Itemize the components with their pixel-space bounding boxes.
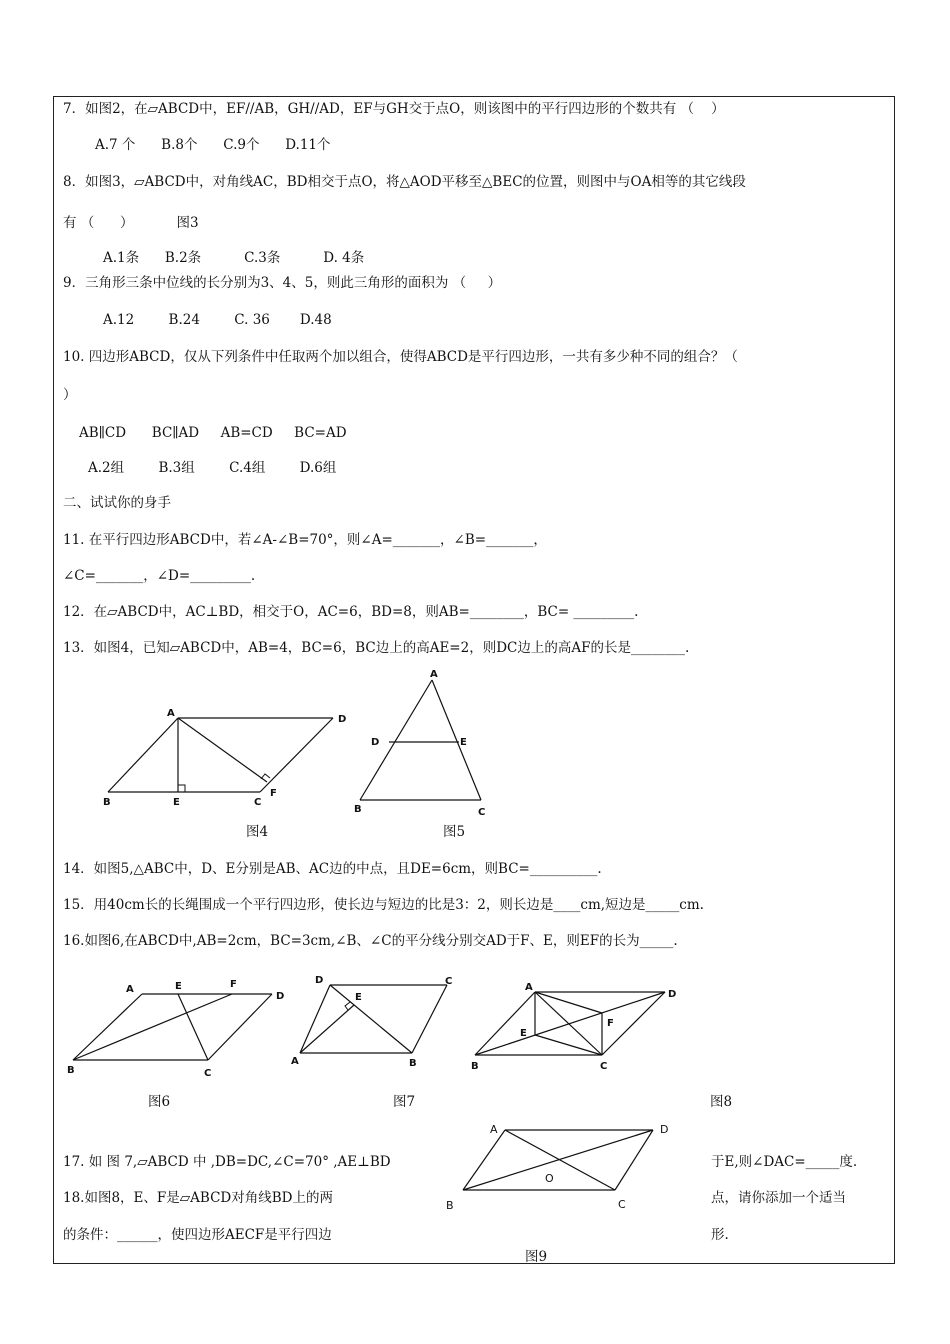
fig6-label-a: A — [126, 984, 134, 995]
fig4-label-c: C — [254, 797, 262, 808]
figure-7 — [285, 970, 460, 1070]
fig4-label-e: E — [173, 797, 180, 808]
question-9: 9．三角形三条中位线的长分别为3、4、5，则此三角形的面积为 （ ） — [63, 275, 502, 291]
question-10-conditions: AB∥CD BC∥AD AB=CD BC=AD — [79, 425, 347, 441]
fig9-label-d: D — [660, 1123, 669, 1136]
fig6-label-f: F — [230, 979, 237, 990]
question-9-options: A.12 B.24 C. 36 D.48 — [103, 312, 332, 328]
fig5-label-e: E — [460, 737, 467, 748]
question-7: 7．如图2，在▱ABCD中，EF//AB，GH//AD，EF与GH交于点O，则该图中的平行四边形的个数共有 （ ） — [63, 101, 725, 117]
fig7-label-e: E — [355, 992, 362, 1003]
question-8-options: A.1条 B.2条 C.3条 D. 4条 — [103, 250, 365, 266]
fig9-label-b: B — [446, 1199, 454, 1212]
section-heading: 二、试试你的身手 — [63, 495, 171, 511]
fig4-label-b: B — [103, 797, 111, 808]
question-18-line3: 的条件：______，使四边形AECF是平行四边 — [63, 1227, 332, 1243]
fig5-label-a: A — [430, 669, 438, 680]
fig9-label-o: O — [545, 1172, 554, 1185]
fig6-label-d: D — [276, 991, 285, 1002]
fig5-label-c: C — [478, 807, 486, 818]
fig7-label-d: D — [315, 975, 324, 986]
fig6-label-b: B — [67, 1065, 75, 1076]
question-18-line4: 形. — [711, 1227, 729, 1243]
question-15: 15．用40cm长的长绳围成一个平行四边形，使长边与短边的比是3：2，则长边是____cm,短边是_____cm. — [63, 897, 704, 913]
question-14: 14．如图5,△ABC中，D、E分别是AB、AC边的中点，且DE=6cm，则BC=__________. — [63, 861, 602, 877]
figure-5-caption: 图5 — [443, 824, 466, 840]
question-18-line1: 18.如图8，E、F是▱ABCD对角线BD上的两 — [63, 1190, 333, 1206]
figure-9 — [440, 1115, 675, 1220]
question-18-line2: 点，请你添加一个适当 — [711, 1190, 846, 1206]
fig4-label-d: D — [338, 714, 347, 725]
fig8-label-b: B — [471, 1061, 479, 1072]
fig8-label-c: C — [600, 1061, 608, 1072]
question-11-line2: ∠C=_______，∠D=_________. — [63, 568, 256, 584]
fig8-label-a: A — [525, 982, 533, 993]
fig5-label-b: B — [354, 804, 362, 815]
figure-5 — [345, 665, 495, 820]
figure-6 — [60, 975, 295, 1080]
question-11-line1: 11. 在平行四边形ABCD中，若∠A-∠B=70°，则∠A=_______，∠B=_______， — [63, 532, 547, 548]
figure-6-caption: 图6 — [148, 1094, 171, 1110]
question-17-line1: 17. 如 图 7,▱ABCD 中 ,DB=DC,∠C=70° ,AE⊥BD — [63, 1154, 391, 1170]
question-16: 16.如图6,在ABCD中,AB=2cm，BC=3cm,∠B、∠C的平分线分别交AD于F、E，则EF的长为_____. — [63, 933, 678, 949]
question-8-line1: 8．如图3，▱ABCD中，对角线AC，BD相交于点O，将△AOD平移至△BEC的位置，则图中与OA相等的其它线段 — [63, 174, 746, 190]
question-10-line1: 10. 四边形ABCD，仅从下列条件中任取两个加以组合，使得ABCD是平行四边形，一共有多少种不同的组合？（ — [63, 349, 738, 365]
fig6-label-c: C — [204, 1068, 212, 1079]
fig6-label-e: E — [175, 981, 182, 992]
figure-7-caption: 图7 — [393, 1094, 416, 1110]
figure-4 — [95, 700, 355, 815]
fig7-label-b: B — [409, 1058, 417, 1069]
question-17-line2: 于E,则∠DAC=_____度. — [711, 1154, 858, 1170]
fig8-label-f: F — [607, 1018, 614, 1029]
figure-9-caption: 图9 — [525, 1249, 548, 1265]
fig8-label-d: D — [668, 989, 677, 1000]
figure-4-caption: 图4 — [246, 824, 269, 840]
fig9-label-a: A — [490, 1123, 498, 1136]
question-12: 12．在▱ABCD中，AC⊥BD，相交于O，AC=6，BD=8，则AB=________，BC= _________. — [63, 604, 639, 620]
question-13: 13．如图4，已知▱ABCD中，AB=4，BC=6，BC边上的高AE=2，则DC边上的高AF的长是________. — [63, 640, 690, 656]
question-10-options: A.2组 B.3组 C.4组 D.6组 — [88, 460, 337, 476]
question-7-options: A.7 个 B.8个 C.9个 D.11个 — [95, 137, 331, 153]
fig9-label-c: C — [618, 1198, 626, 1211]
fig7-label-c: C — [445, 976, 453, 987]
figure-8 — [465, 980, 690, 1075]
figure-8-caption: 图8 — [710, 1094, 733, 1110]
fig7-label-a: A — [291, 1056, 299, 1067]
fig4-label-a: A — [167, 708, 175, 719]
fig8-label-e: E — [520, 1028, 527, 1039]
question-10-line2: ） — [63, 387, 77, 403]
fig5-label-d: D — [371, 737, 380, 748]
question-8-line2: 有 （ ） 图3 — [63, 215, 199, 231]
fig4-label-f: F — [270, 788, 277, 799]
